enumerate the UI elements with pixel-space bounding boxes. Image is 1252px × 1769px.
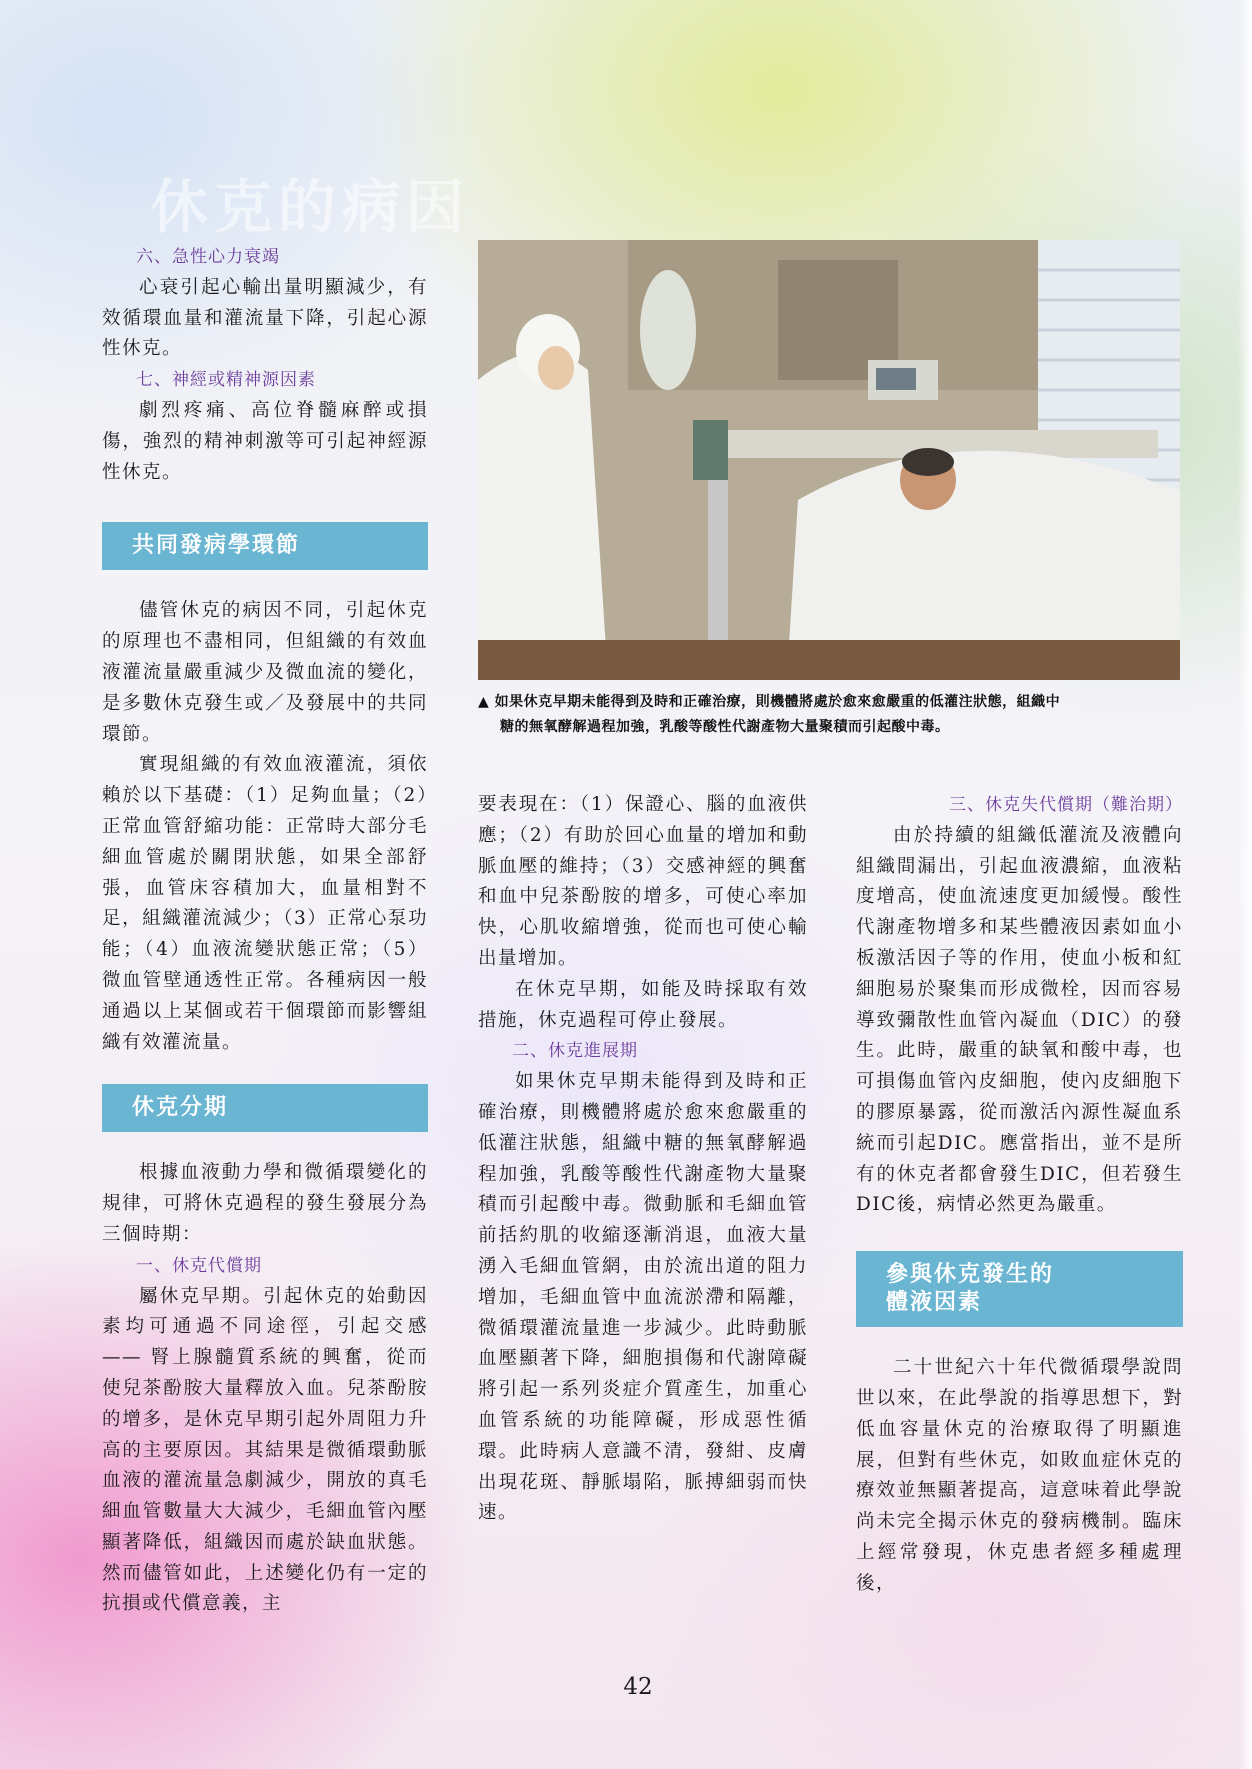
column-right xyxy=(856,790,1183,1600)
column-middle xyxy=(478,790,808,1529)
paragraph: 由於持續的組織低灌流及液體向組織間漏出，引起血液濃縮，血液粘度增高，使血流速度更加緩慢。酸性代謝產物增多和某些體液因素如血小板激活因子等的作用，使血小板和紅細胞易於聚集而形成微栓，因而容易導致彌散性血管內凝血（DIC）的發生。此時，嚴重的缺氧和酸中毒，也可損傷血管內皮細胞，使內皮細胞下的膠原暴露，從而激活內源性凝血系統而引起DIC。應當指出，並不是所有的休克者都會發生DIC，但若發生DIC後，病情必然更為嚴重。 xyxy=(856,824,1183,1216)
paragraph: 如果休克早期未能得到及時和正確治療，則機體將處於愈來愈嚴重的低灌注狀態，組織中糖的無氧酵解過程加強，乳酸等酸性代謝產物大量聚積而引起酸中毒。微動脈和毛細血管前括約肌的收縮逐漸消退，血液大量湧入毛細血管網，由於流出道的阻力增加，毛細血管中血流淤滯和隔離，微循環灌流量進一步減少。此時動脈血壓顯著下降，細胞損傷和代謝障礙將引起一系列炎症介質產生，加重心血管系統的功能障礙，形成惡性循環。此時病人意識不清，發紺、皮膚出現花斑、靜脈塌陷，脈搏細弱而快速。 xyxy=(478,1071,808,1524)
photo-caption xyxy=(478,690,1190,740)
subheading-acute-heart-failure: 六、急性心力衰竭 xyxy=(136,247,280,267)
caption-line: ▲ 如果休克早期未能得到及時和正確治療，則機體將處於愈來愈嚴重的低灌注狀態，組織中 xyxy=(478,694,1061,710)
paragraph: 心衰引起心輸出量明顯減少，有效循環血量和灌流量下降，引起心源性休克。 xyxy=(102,276,428,360)
section-heading-shock-stages: 休克分期 xyxy=(102,1084,428,1132)
faint-background-title: 休克的病因 xyxy=(150,173,471,241)
paragraph: 實現組織的有效血液灌流，須依賴於以下基礎：（1）足夠血量；（2）正常血管舒縮功能：正常時大部分毛細血管處於關閉狀態，如果全部舒張，血管床容積加大，血量相對不足，組織灌流減少；（3）正常心泵功能；（4）血液流變狀態正常；（5）微血管壁通透性正常。各種病因一般通過以上某個或若干個環節而影響組織有效灌流量。 xyxy=(102,754,428,1053)
page-number: 42 xyxy=(623,1674,653,1700)
photo-nurse-and-patient xyxy=(478,240,1180,680)
paragraph: 二十世紀六十年代微循環學說問世以來，在此學說的指導思想下，對低血容量休克的治療取得了明顯進展，但對有些休克，如敗血症休克的療效並無顯著提高，這意味着此學說尚未完全揭示休克的發病機制。臨床上經常發現，休克患者經多種處理後， xyxy=(856,1357,1183,1594)
subheading-decompensated-stage: 三、休克失代償期（難治期） xyxy=(949,795,1183,815)
subheading-progressive-stage: 二、休克進展期 xyxy=(512,1041,638,1062)
paragraph: 屬休克早期。引起休克的始動因素均可通過不同途徑，引起交感 —— 腎上腺髓質系統的興奮，從而使兒茶酚胺大量釋放入血。兒茶酚胺的增多，是休克早期引起外周阻力升高的主要原因。其結果是微循環動脈血液的灌流量急劇減少，開放的真毛細血管數量大大減少，毛細血管內壓顯著降低，組織因而處於缺血狀態。然而儘管如此，上述變化仍有一定的抗損或代償意義，主 xyxy=(102,1285,428,1615)
paragraph: 要表現在：（1）保證心、腦的血液供應；（2）有助於回心血量的增加和動脈血壓的維持；（3）交感神經的興奮和血中兒茶酚胺的增多，可使心率加快，心肌收縮增強，從而也可使心輸出量增加。 xyxy=(478,794,808,969)
paragraph: 根據血液動力學和微循環變化的規律，可將休克過程的發生發展分為三個時期： xyxy=(102,1162,428,1245)
subheading-compensated-stage: 一、休克代償期 xyxy=(136,1255,262,1276)
subheading-neural-factors: 七、神經或精神源因素 xyxy=(136,370,316,391)
column-left xyxy=(102,242,428,1620)
caption-line: 糖的無氧酵解過程加強，乳酸等酸性代謝產物大量聚積而引起酸中毒。 xyxy=(500,719,950,735)
photo-illustration xyxy=(478,240,1180,680)
paragraph: 在休克早期，如能及時採取有效措施，休克過程可停止發展。 xyxy=(478,978,808,1031)
paragraph: 劇烈疼痛、高位脊髓麻醉或損傷，強烈的精神刺激等可引起神經源性休克。 xyxy=(102,399,428,483)
heading-line: 體液因素 xyxy=(886,1290,983,1316)
heading-line: 參與休克發生的 xyxy=(886,1262,1055,1288)
scan-edge xyxy=(1238,0,1252,1769)
section-heading-humoral-factors xyxy=(856,1251,1183,1327)
section-heading-common-pathogenesis: 共同發病學環節 xyxy=(102,522,428,570)
paragraph: 儘管休克的病因不同，引起休克的原理也不盡相同，但組織的有效血液灌流量嚴重減少及微血流的變化，是多數休克發生或／及發展中的共同環節。 xyxy=(102,600,428,745)
